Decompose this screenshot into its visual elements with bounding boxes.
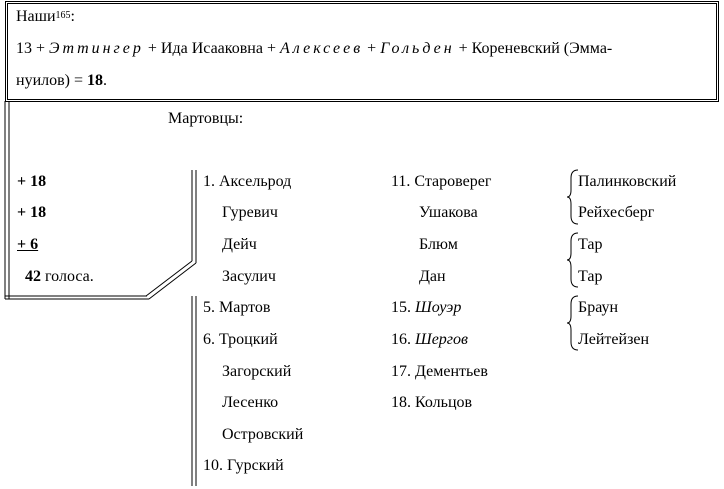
col2-name: Дементьев bbox=[415, 363, 488, 380]
ours-name-ettinger: Эттингер bbox=[49, 40, 144, 57]
ours-line2-end: . bbox=[103, 72, 108, 89]
col1-item: Островский bbox=[222, 426, 304, 443]
ours-sep-3: + Кореневский (Эмма- bbox=[454, 40, 613, 57]
tally-total-number: 42 bbox=[25, 268, 41, 285]
ours-sep-2: + bbox=[363, 40, 381, 57]
col2-item bbox=[391, 394, 472, 412]
col3-item: Браун bbox=[578, 299, 619, 316]
col2-name: Блюм bbox=[419, 236, 458, 253]
col3-item: Лейтейзен bbox=[578, 331, 650, 348]
ours-sep-1: + Ида Исааковна + bbox=[143, 40, 280, 57]
ours-name-alekseev: Алексеев bbox=[279, 40, 364, 57]
col1-item: 1. Аксельрод bbox=[203, 173, 292, 190]
col2-item bbox=[391, 173, 491, 191]
col2-item bbox=[419, 268, 446, 286]
martov-header: Мартовцы: bbox=[168, 110, 244, 127]
tally-line-2: + 18 bbox=[17, 204, 47, 221]
col2-num: 16. bbox=[391, 331, 415, 348]
col2-item bbox=[391, 363, 488, 381]
footnote-ref: 165 bbox=[55, 10, 71, 21]
col2-num: 18. bbox=[391, 394, 415, 411]
col2-name: Дан bbox=[419, 268, 446, 285]
col1-item: 6. Троцкий bbox=[203, 331, 278, 348]
col1-item: Лесенко bbox=[222, 394, 279, 411]
col2-name: Ушакова bbox=[419, 204, 478, 221]
col2-num: 11. bbox=[391, 173, 415, 190]
col3-item: Рейхесберг bbox=[578, 204, 655, 221]
col1-item: 10. Гурский bbox=[203, 457, 284, 474]
ours-title-colon: : bbox=[70, 8, 75, 25]
col1-item: Гуревич bbox=[222, 204, 278, 221]
col2-item bbox=[419, 236, 458, 254]
col3-item: Палинковский bbox=[578, 173, 677, 190]
col2-num: 17. bbox=[391, 363, 415, 380]
ours-total: 18 bbox=[87, 72, 104, 89]
col1-item: Дейч bbox=[222, 236, 257, 253]
tally-total bbox=[25, 268, 94, 286]
col1-item: 5. Мартов bbox=[203, 299, 271, 316]
col2-name: Шергов bbox=[415, 331, 468, 348]
col2-name: Кольцов bbox=[415, 394, 473, 411]
col2-item bbox=[419, 204, 478, 222]
ours-count: 13 + bbox=[16, 40, 50, 57]
col2-item bbox=[391, 331, 468, 349]
col2-name: Шоуэр bbox=[415, 299, 462, 316]
col1-item: Засулич bbox=[222, 268, 276, 285]
col3-item: Тар bbox=[578, 236, 603, 253]
col2-item bbox=[391, 299, 461, 317]
tally-line-1: + 18 bbox=[17, 173, 47, 190]
ours-line2-text: нуилов) = bbox=[16, 72, 88, 89]
col2-num: 15. bbox=[391, 299, 415, 316]
col1-item: Загорский bbox=[222, 363, 292, 380]
tally-total-label: голоса. bbox=[41, 268, 94, 285]
ours-name-golden: Гольден bbox=[380, 40, 455, 57]
col2-name: Староверег bbox=[414, 173, 492, 190]
tally-line-3: + 6 bbox=[17, 236, 39, 253]
col3-item: Тар bbox=[578, 268, 603, 285]
ours-title: Наши bbox=[16, 8, 56, 25]
